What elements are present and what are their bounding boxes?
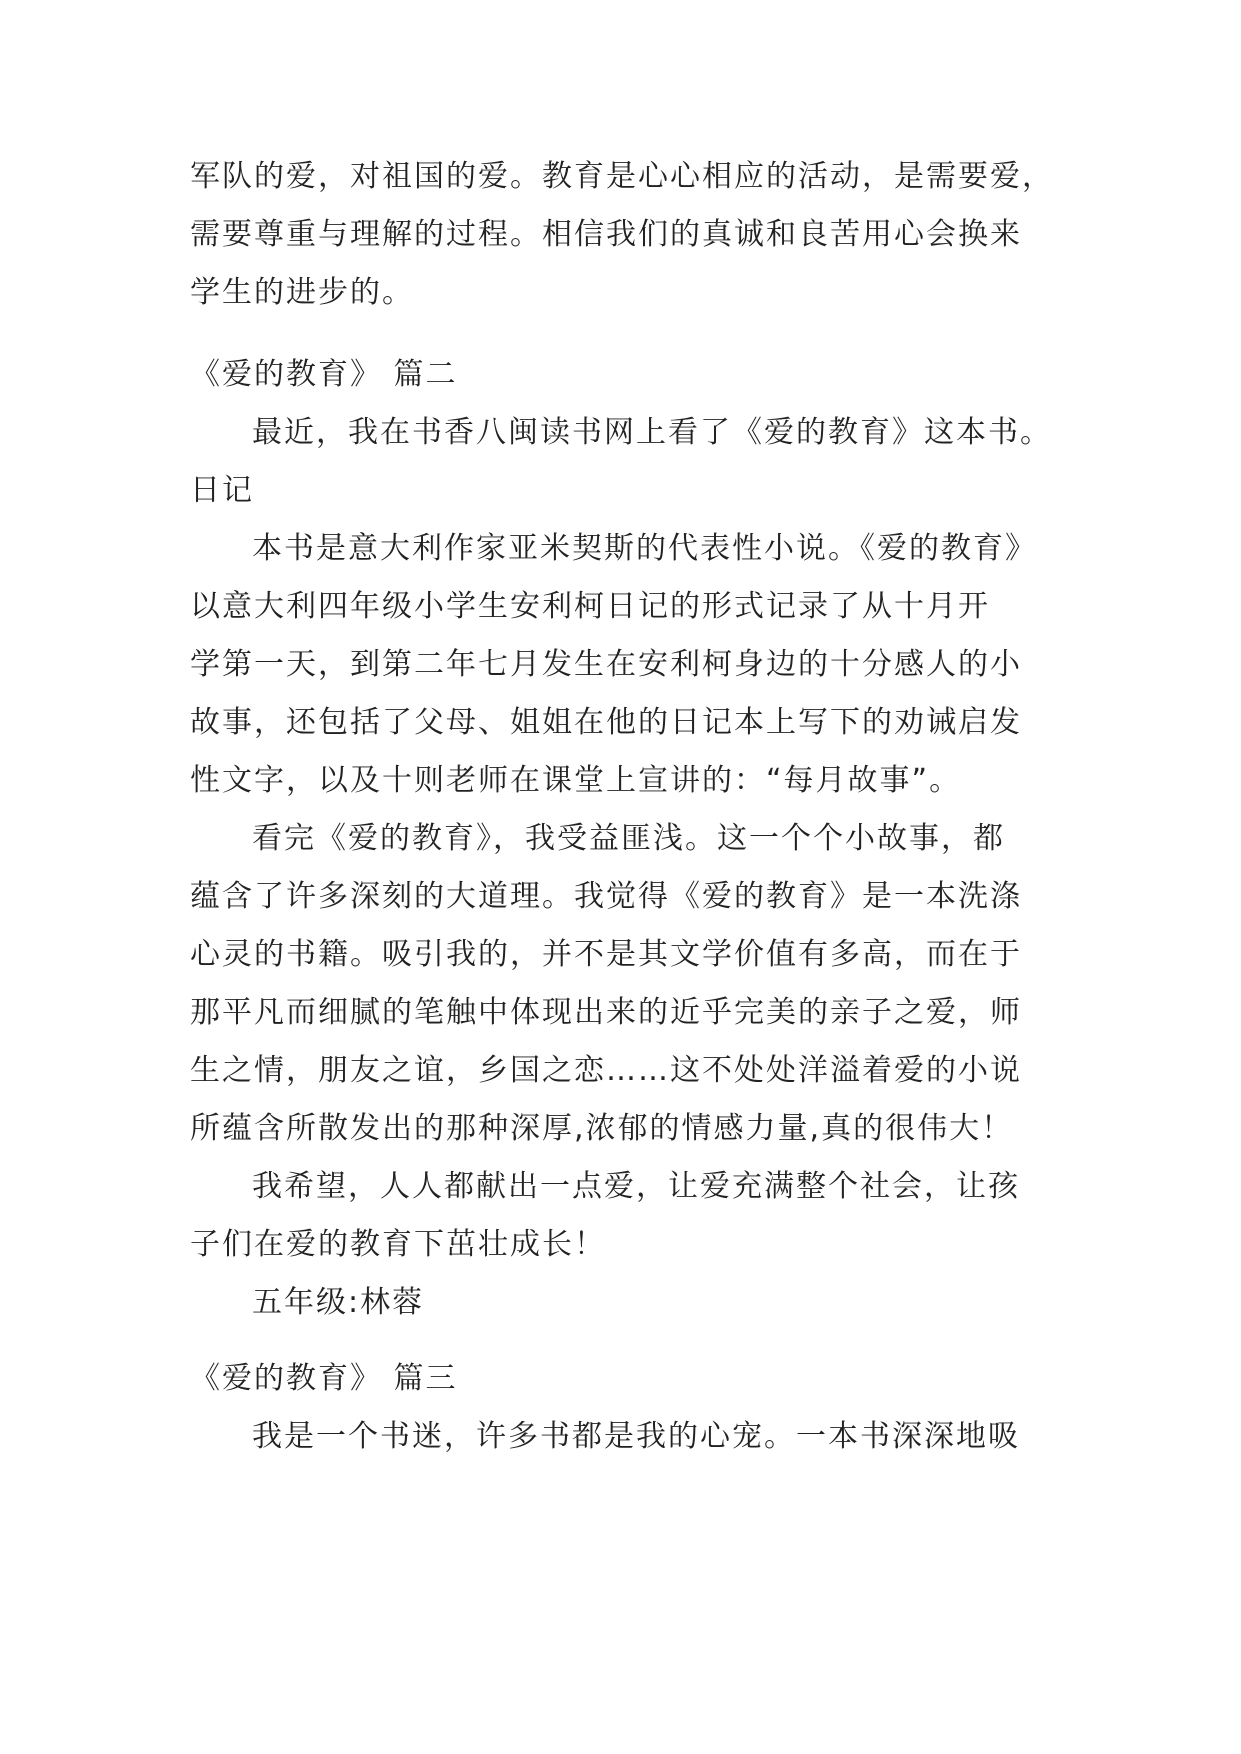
paragraph-line: 学生的进步的。 [190, 275, 414, 310]
paragraph-line: 故事，还包括了父母、姐姐在他的日记本上写下的劝诫启发 [190, 705, 1022, 740]
paragraph-line: 学第一天，到第二年七月发生在安利柯身边的十分感人的小 [190, 647, 1022, 682]
section-heading: 《爱的教育》 篇二 [190, 357, 458, 392]
paragraph-line: 生之情，朋友之谊，乡国之恋……这不处处洋溢着爱的小说 [190, 1053, 1022, 1088]
paragraph-line: 子们在爱的教育下茁壮成长！ [190, 1227, 606, 1262]
paragraph-line: 我希望，人人都献出一点爱，让爱充满整个社会，让孩 [252, 1169, 1020, 1204]
section-two [190, 346, 1060, 1332]
paragraph-line: 蕴含了许多深刻的大道理。我觉得《爱的教育》是一本洗涤 [190, 879, 1022, 914]
paragraph-line: 所蕴含所散发出的那种深厚,浓郁的情感力量,真的很伟大！ [190, 1111, 1014, 1146]
paragraph-line: 本书是意大利作家亚米契斯的代表性小说。《爱的教育》 [252, 531, 1037, 566]
paragraph-line: 看完《爱的教育》，我受益匪浅。这一个个小故事，都 [252, 821, 1005, 856]
paragraph-line: 性文字，以及十则老师在课堂上宣讲的：“每月故事”。 [190, 763, 962, 798]
section-three [190, 1350, 1060, 1466]
author-signature: 五年级:林蓉 [252, 1285, 425, 1320]
paragraph-line: 那平凡而细腻的笔触中体现出来的近乎完美的亲子之爱，师 [190, 995, 1022, 1030]
paragraph-line: 最近，我在书香八闽读书网上看了《爱的教育》这本书。 [252, 415, 1052, 450]
paragraph-line: 军队的爱，对祖国的爱。教育是心心相应的活动，是需要爱， [190, 159, 1054, 194]
section-one [190, 148, 1060, 322]
paragraph-line: 日记 [190, 473, 254, 508]
paragraph-line: 心灵的书籍。吸引我的，并不是其文学价值有多高，而在于 [190, 937, 1022, 972]
paragraph-line: 我是一个书迷，许多书都是我的心宠。一本书深深地吸 [252, 1419, 1020, 1454]
paragraph-line: 以意大利四年级小学生安利柯日记的形式记录了从十月开 [190, 589, 990, 624]
section-heading: 《爱的教育》 篇三 [190, 1361, 458, 1396]
paragraph-line: 需要尊重与理解的过程。相信我们的真诚和良苦用心会换来 [190, 217, 1022, 252]
